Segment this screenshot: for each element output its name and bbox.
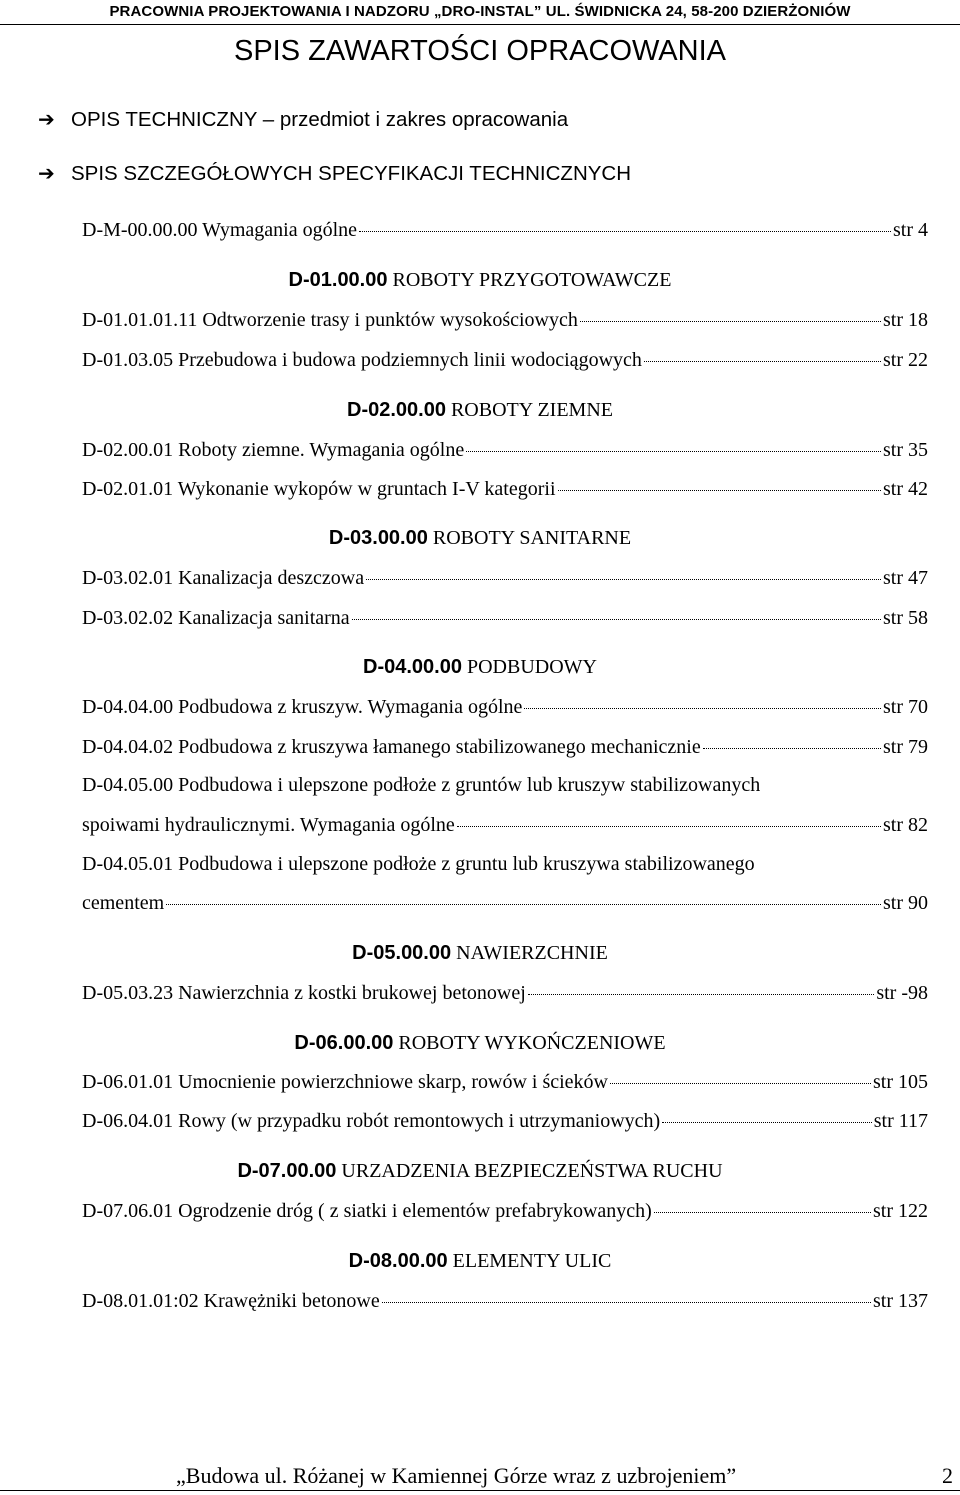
section-name: ROBOTY ZIEMNE [450,399,613,421]
toc-entry-label: D-02.01.01 Wykonanie wykopów w gruntach I-V kategorii [82,478,556,500]
toc-entry-label: cementem [82,892,165,914]
dot-leader [558,490,881,491]
toc-entry [82,346,928,374]
toc-entry-label: D-05.03.23 Nawierzchnia z kostki brukowej betonowej [82,982,526,1004]
section-name: ROBOTY SANITARNE [432,527,632,549]
toc-entry-page: str 137 [873,1290,928,1312]
toc-entry-label: D-04.04.02 Podbudowa z kruszywa łamanego stabilizowanego mechanicznie [82,736,701,758]
toc-entry [82,693,928,721]
toc-section-heading [0,524,960,552]
toc-entry [82,475,928,503]
dot-leader [366,579,881,580]
toc-section-heading [0,1247,960,1275]
section-code: D-07.00.00 [237,1160,337,1182]
page-header: PRACOWNIA PROJEKTOWANIA I NADZORU „DRO-INSTAL” UL. ŚWIDNICKA 24, 58-200 DZIERŻONIÓW [0,0,960,25]
bullet-item [38,106,938,133]
toc-entry-page: str 22 [883,349,928,371]
dot-leader [644,361,881,362]
toc-entry [82,604,928,632]
toc-entry [82,564,928,592]
dot-leader [610,1083,871,1084]
footer-rule [0,1490,960,1491]
section-code: D-06.00.00 [294,1032,394,1054]
toc-entry-label: D-04.04.00 Podbudowa z kruszyw. Wymagania ogólne [82,696,523,718]
toc-entry-page: str 90 [883,892,928,914]
toc-section-heading [0,266,960,294]
toc-entry [82,733,928,761]
toc-entry-label: D-04.05.01 Podbudowa i ulepszone podłoże z gruntu lub kruszywa stabilizowanego [82,853,755,875]
toc-entry-label: D-01.03.05 Przebudowa i budowa podziemnych linii wodociągowych [82,349,642,371]
toc-entry [82,1287,928,1315]
toc-entry-label: D-02.00.01 Roboty ziemne. Wymagania ogólne [82,439,465,461]
dot-leader [703,748,881,749]
toc-entry-label: D-04.05.00 Podbudowa i ulepszone podłoże z gruntów lub kruszyw stabilizowanych [82,774,761,796]
bullet-item [38,160,938,187]
toc-entry-continued [82,850,928,878]
page-title: SPIS ZAWARTOŚCI OPRACOWANIA [234,35,726,67]
section-name: NAWIERZCHNIE [456,942,608,964]
toc-entry-label: D-03.02.02 Kanalizacja sanitarna [82,607,350,629]
toc-entry [82,1068,928,1096]
toc-section-heading [0,653,960,681]
dot-leader [662,1122,872,1123]
page-number: 2 [942,1463,953,1488]
dot-leader [466,451,881,452]
dot-leader [359,231,891,232]
page-footer-title: „Budowa ul. Różanej w Kamiennej Górze wraz z uzbrojeniem” [176,1463,737,1488]
toc-entry-page: str 105 [873,1071,928,1093]
toc-entry [82,216,928,244]
toc-entry [82,306,928,334]
toc-entry-label: D-03.02.01 Kanalizacja deszczowa [82,567,365,589]
dot-leader [524,708,881,709]
section-code: D-04.00.00 [363,656,462,678]
toc-entry-page: str 4 [893,219,928,241]
section-code: D-03.00.00 [328,527,428,549]
section-name: URZADZENIA BEZPIECZEŃSTWA RUCHU [341,1160,723,1182]
bullet-text: OPIS TECHNICZNY – przedmiot i zakres opracowania [71,108,569,131]
section-name: ROBOTY PRZYGOTOWAWCZE [392,269,672,291]
toc-entry-label: D-07.06.01 Ogrodzenie dróg ( z siatki i elementów prefabrykowanych) [82,1200,652,1222]
toc-entry-label: D-M-00.00.00 Wymagania ogólne [82,219,358,241]
section-name: PODBUDOWY [466,656,597,678]
toc-section-heading [0,1157,960,1185]
toc-section-heading [0,396,960,424]
bullet-text: SPIS SZCZEGÓŁOWYCH SPECYFIKACJI TECHNICZNYCH [71,162,632,185]
section-code: D-08.00.00 [348,1250,448,1272]
dot-leader [382,1302,871,1303]
section-code: D-02.00.00 [347,399,446,421]
toc-entry-page: str 18 [883,309,928,331]
arrow-right-icon: ➔ [38,107,55,131]
toc-section-heading [0,1029,960,1057]
dot-leader [457,826,881,827]
toc-entry-label: spoiwami hydraulicznymi. Wymagania ogólne [82,814,455,836]
dot-leader [528,994,875,995]
dot-leader [654,1212,871,1213]
toc-entry-page: str -98 [876,982,928,1004]
toc-entry-page: str 122 [873,1200,928,1222]
dot-leader [580,321,881,322]
toc-entry [82,811,928,839]
toc-entry-page: str 82 [883,814,928,836]
toc-entry [82,436,928,464]
toc-entry-label: D-06.04.01 Rowy (w przypadku robót remontowych i utrzymaniowych) [82,1110,661,1132]
toc-entry [82,979,928,1007]
toc-entry-page: str 117 [873,1110,928,1132]
toc-entry-label: D-08.01.01:02 Krawężniki betonowe [82,1290,380,1312]
toc-entry-page: str 79 [883,736,928,758]
section-name: ROBOTY WYKOŃCZENIOWE [398,1032,666,1054]
arrow-right-icon: ➔ [38,161,55,185]
section-code: D-05.00.00 [352,942,452,964]
toc-entry-page: str 47 [883,567,928,589]
toc-entry-page: str 35 [883,439,928,461]
toc-entry-label: D-01.01.01.11 Odtworzenie trasy i punktów wysokościowych [82,309,578,331]
section-code: D-01.00.00 [288,269,388,291]
toc-entry-page: str 42 [883,478,928,500]
toc-entry-continued [82,771,928,799]
toc-entry [82,1197,928,1225]
toc-entry-page: str 70 [883,696,928,718]
dot-leader [166,904,881,905]
toc-entry-page: str 58 [883,607,928,629]
toc-entry [82,889,928,917]
toc-entry [82,1107,928,1135]
toc-section-heading [0,939,960,967]
dot-leader [352,619,881,620]
section-name: ELEMENTY ULIC [452,1250,612,1272]
toc-entry-label: D-06.01.01 Umocnienie powierzchniowe skarp, rowów i ścieków [82,1071,608,1093]
